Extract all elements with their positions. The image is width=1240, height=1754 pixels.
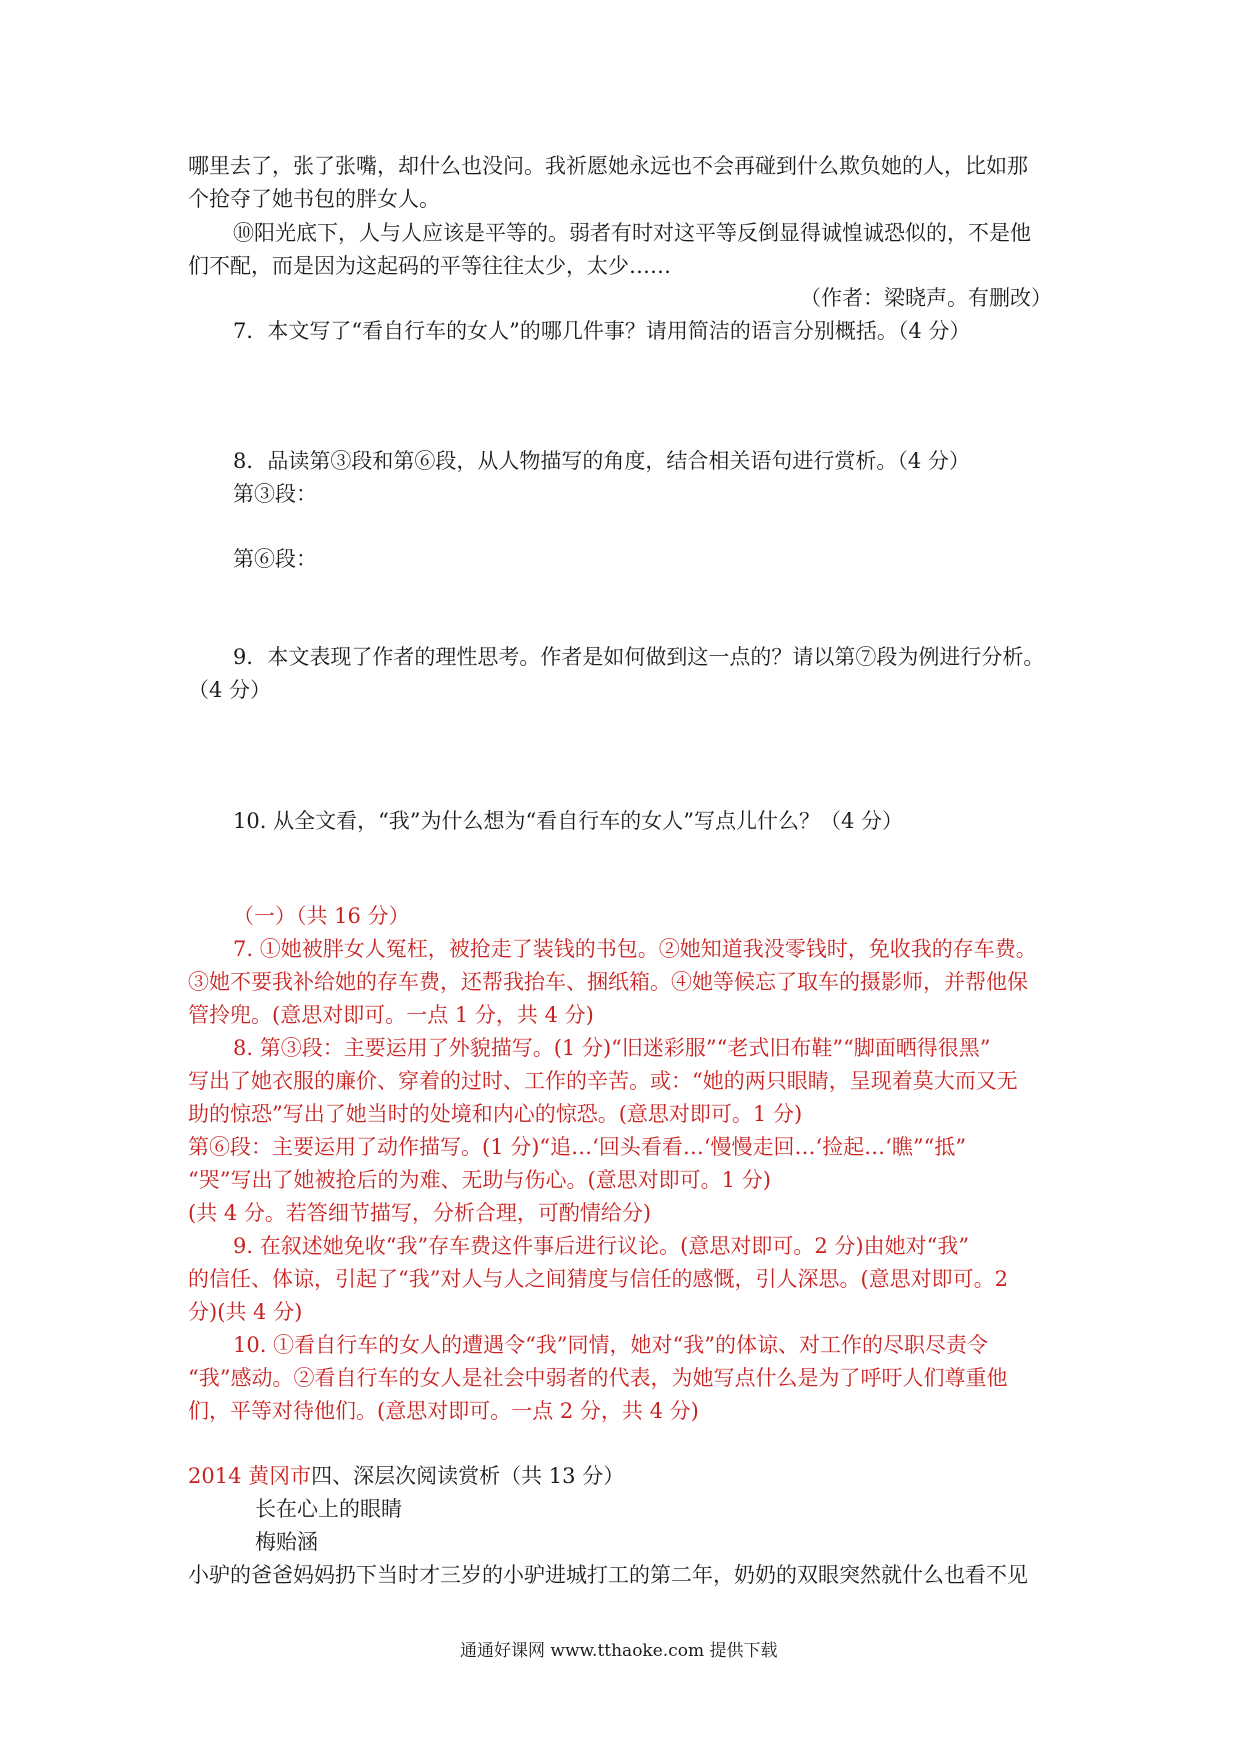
answer-line: 分)(共 4 分) [188, 1300, 303, 1324]
answer-line: 写出了她衣服的廉价、穿着的过时、工作的辛苦。或：“她的两只眼睛，呈现着莫大而又无 [188, 1069, 1018, 1093]
article-author: 梅贻涵 [255, 1530, 318, 1554]
answer-line: “我”感动。②看自行车的女人是社会中弱者的代表，为她写点什么是为了呼吁人们尊重他 [188, 1366, 1008, 1390]
question-8-part-b: 第⑥段： [233, 547, 317, 571]
answer-line: (共 4 分。若答细节描写，分析合理，可酌情给分) [188, 1201, 652, 1225]
answer-line: ③她不要我补给她的存车费，还帮我抬车、捆纸箱。④她等候忘了取车的摄影师，并帮他保 [188, 970, 1028, 994]
answer-heading: （一）（共 16 分） [233, 904, 410, 928]
question-8-part-a: 第③段： [233, 482, 317, 506]
question-9: 9．本文表现了作者的理性思考。作者是如何做到这一点的？请以第⑦段为例进行分析。 [233, 645, 1045, 669]
answer-line: 助的惊恐”写出了她当时的处境和内心的惊恐。(意思对即可。1 分) [188, 1102, 803, 1126]
article-title: 长在心上的眼睛 [255, 1497, 402, 1521]
answer-line: 们，平等对待他们。(意思对即可。一点 2 分，共 4 分) [188, 1399, 699, 1423]
article-first-line: 小驴的爸爸妈妈扔下当时才三岁的小驴进城打工的第二年，奶奶的双眼突然就什么也看不见 [188, 1563, 1028, 1587]
passage-line: 个抢夺了她书包的胖女人。 [188, 187, 440, 211]
answer-line: “哭”写出了她被抢后的为难、无助与伤心。(意思对即可。1 分) [188, 1168, 771, 1192]
section-heading-title: 四、深层次阅读赏析（共 13 分） [311, 1464, 625, 1488]
passage-source: （作者：梁晓声。有删改） [800, 286, 1052, 310]
question-9-score: （4 分） [188, 678, 272, 702]
answer-line: 的信任、体谅，引起了“我”对人与人之间猜度与信任的感慨，引人深思。(意思对即可。2 [188, 1267, 1009, 1291]
question-8: 8．品读第③段和第⑥段，从人物描写的角度，结合相关语句进行赏析。（4 分） [233, 449, 970, 473]
answer-line: 8. 第③段：主要运用了外貌描写。(1 分)“旧迷彩服”“老式旧布鞋”“脚面晒得很黑” [233, 1036, 991, 1060]
answer-line: 10. ①看自行车的女人的遭遇令“我”同情，她对“我”的体谅、对工作的尽职尽责令 [233, 1333, 989, 1357]
question-7: 7．本文写了“看自行车的女人”的哪几件事？请用简洁的语言分别概括。（4 分） [233, 319, 971, 343]
passage-line: ⑩阳光底下，人与人应该是平等的。弱者有时对这平等反倒显得诚惶诚恐似的，不是他 [233, 221, 1031, 245]
answer-line: 7. ①她被胖女人冤枉，被抢走了装钱的书包。②她知道我没零钱时，免收我的存车费。 [233, 937, 1037, 961]
answer-line: 第⑥段：主要运用了动作描写。(1 分)“追…‘回头看看…‘慢慢走回…‘捡起…‘瞧”“抵” [188, 1135, 967, 1159]
answer-line: 管拎兜。(意思对即可。一点 1 分，共 4 分) [188, 1003, 594, 1027]
passage-line: 哪里去了，张了张嘴，却什么也没问。我祈愿她永远也不会再碰到什么欺负她的人，比如那 [188, 154, 1028, 178]
question-10: 10. 从全文看，“我”为什么想为“看自行车的女人”写点儿什么？（4 分） [233, 809, 904, 833]
passage-line: 们不配，而是因为这起码的平等往往太少，太少…… [188, 254, 671, 278]
page-footer: 通通好课网 www.tthaoke.com 提供下载 [460, 1641, 778, 1661]
answer-line: 9. 在叙述她免收“我”存车费这件事后进行议论。(意思对即可。2 分)由她对“我” [233, 1234, 970, 1258]
section-heading-source: 2014 黄冈市 [188, 1464, 312, 1488]
section-heading [188, 1463, 624, 1489]
